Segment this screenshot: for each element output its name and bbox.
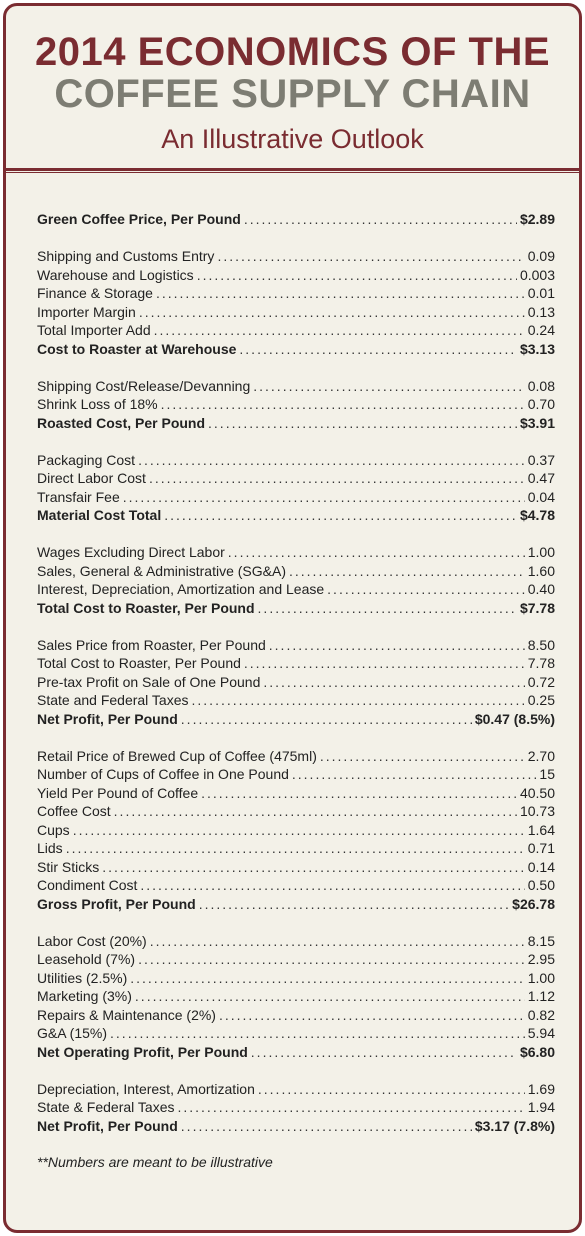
- line-item-value: 0.08: [527, 377, 555, 394]
- line-item-value: 7.78: [527, 655, 555, 671]
- dot-leader: [239, 340, 517, 359]
- line-item-label: Shipping Cost/Release/Devanning: [37, 377, 251, 394]
- line-item-row: [37, 469, 555, 488]
- line-item-label: Number of Cups of Coffee in One Pound: [37, 766, 289, 782]
- dot-leader: [177, 1098, 524, 1117]
- dot-leader: [139, 303, 525, 322]
- line-item-row: [37, 765, 555, 784]
- line-item-value: $3.91: [519, 414, 555, 431]
- line-item-value: 0.09: [527, 248, 555, 264]
- line-item-value: 1.64: [527, 821, 555, 838]
- line-item-label: Retail Price of Brewed Cup of Coffee (475ml): [37, 747, 317, 764]
- cost-group: [37, 1080, 555, 1136]
- line-item-row: [37, 950, 555, 969]
- dot-leader: [327, 580, 525, 599]
- line-item-value: 8.50: [527, 636, 555, 653]
- cost-group: [37, 636, 555, 729]
- line-item-value: 0.01: [527, 285, 555, 301]
- line-item-value: 0.40: [527, 581, 555, 597]
- line-item-row: [37, 839, 555, 858]
- line-item-label: Gross Profit, Per Pound: [37, 895, 196, 912]
- line-item-value: $2.89: [519, 211, 555, 227]
- line-item-row: [37, 876, 555, 895]
- line-item-label: Lids: [37, 840, 63, 856]
- line-item-row: [37, 247, 555, 266]
- dot-leader: [192, 691, 525, 710]
- dot-leader: [244, 654, 525, 673]
- line-item-row: [37, 543, 555, 562]
- line-item-label: Total Cost to Roaster, Per Pound: [37, 599, 255, 616]
- line-item-value: 0.71: [527, 840, 555, 856]
- line-item-value: 2.70: [527, 747, 555, 764]
- line-item-value: 1.12: [527, 988, 555, 1004]
- line-item-label: Net Profit, Per Pound: [37, 1117, 178, 1134]
- line-item-value: $3.17 (7.8%): [474, 1117, 555, 1134]
- footnote: **Numbers are meant to be illustrative: [37, 1153, 273, 1170]
- cost-breakdown-list: [37, 210, 555, 1170]
- dot-leader: [114, 802, 517, 821]
- line-item-label: Shrink Loss of 18%: [37, 396, 158, 412]
- dot-leader: [164, 506, 517, 525]
- subtotal-row: [37, 414, 555, 433]
- line-item-label: State & Federal Taxes: [37, 1099, 175, 1115]
- dot-leader: [138, 950, 525, 969]
- line-item-label: Importer Margin: [37, 303, 136, 320]
- line-item-row: [37, 802, 555, 821]
- line-item-label: Finance & Storage: [37, 285, 153, 301]
- line-item-value: 1.94: [527, 1099, 555, 1115]
- line-item-label: Coffee Cost: [37, 803, 111, 819]
- line-item-label: Total Cost to Roaster, Per Pound: [37, 655, 241, 671]
- line-item-value: 10.73: [519, 803, 555, 819]
- line-item-label: Utilities (2.5%): [37, 969, 128, 986]
- line-item-value: $3.13: [519, 340, 555, 357]
- line-item-value: 8.15: [527, 932, 555, 949]
- infographic-card: [3, 3, 582, 1233]
- line-item-value: 1.00: [527, 544, 555, 560]
- line-item-label: Packaging Cost: [37, 451, 136, 468]
- dot-leader: [181, 1117, 472, 1136]
- line-item-label: Marketing (3%): [37, 988, 132, 1004]
- line-item-row: [37, 562, 555, 581]
- line-item-label: Stir Sticks: [37, 858, 100, 875]
- line-item-label: Material Cost Total: [37, 507, 162, 523]
- dot-leader: [201, 784, 517, 803]
- line-item-value: 2.95: [527, 951, 555, 967]
- dot-leader: [228, 543, 525, 562]
- line-item-row: [37, 321, 555, 340]
- dot-leader: [292, 765, 537, 784]
- dot-leader: [208, 414, 517, 433]
- line-item-row: [37, 821, 555, 840]
- line-item-value: $0.47 (8.5%): [474, 710, 555, 727]
- line-item-value: 0.24: [527, 322, 555, 338]
- dot-leader: [320, 747, 525, 766]
- subtotal-row: [37, 1117, 555, 1136]
- line-item-row: [37, 654, 555, 673]
- line-item-row: [37, 932, 555, 951]
- title-line-2: COFFEE SUPPLY CHAIN: [54, 72, 531, 116]
- line-item-value: $26.78: [512, 895, 555, 912]
- line-item-value: 1.69: [527, 1080, 555, 1097]
- line-item-value: 1.00: [527, 969, 555, 986]
- line-item-label: Roasted Cost, Per Pound: [37, 414, 206, 431]
- line-item-value: $6.80: [519, 1043, 555, 1060]
- line-item-label: Net Profit, Per Pound: [37, 710, 178, 727]
- line-item-row: [37, 451, 555, 470]
- line-item-value: 0.25: [527, 692, 555, 708]
- line-item-label: Shipping and Customs Entry: [37, 248, 215, 264]
- subtotal-row: [37, 210, 555, 229]
- dot-leader: [150, 932, 525, 951]
- line-item-label: Depreciation, Interest, Amortization: [37, 1080, 255, 1097]
- line-item-value: 0.70: [527, 396, 555, 412]
- line-item-label: Interest, Depreciation, Amortization and Lease: [37, 581, 325, 597]
- line-item-value: 5.94: [527, 1025, 555, 1041]
- line-item-label: Warehouse and Logistics: [37, 266, 194, 283]
- dot-leader: [269, 636, 525, 655]
- line-item-label: Cups: [37, 821, 70, 838]
- line-item-row: [37, 1024, 555, 1043]
- dot-leader: [219, 1006, 525, 1025]
- line-item-row: [37, 266, 555, 285]
- line-item-row: [37, 377, 555, 396]
- line-item-value: 0.47: [527, 470, 555, 486]
- line-item-row: [37, 1080, 555, 1099]
- subtitle: An Illustrative Outlook: [161, 124, 424, 154]
- line-item-label: G&A (15%): [37, 1025, 108, 1041]
- dot-leader: [130, 969, 525, 988]
- dot-leader: [263, 673, 524, 692]
- dot-leader: [110, 1024, 525, 1043]
- line-item-label: Transfair Fee: [37, 488, 120, 505]
- line-item-value: $7.78: [519, 599, 555, 616]
- line-item-label: Sales, General & Administrative (SG&A): [37, 562, 286, 579]
- line-item-value: 15: [539, 766, 555, 782]
- dot-leader: [73, 821, 525, 840]
- subtotal-row: [37, 895, 555, 914]
- dot-leader: [199, 895, 509, 914]
- line-item-row: [37, 858, 555, 877]
- dot-leader: [154, 321, 525, 340]
- line-item-row: [37, 969, 555, 988]
- dot-leader: [138, 451, 525, 470]
- title-line-1: 2014 ECONOMICS OF THE: [34, 30, 551, 74]
- divider-thin: [6, 172, 579, 173]
- line-item-row: [37, 1098, 555, 1117]
- line-item-label: Repairs & Maintenance (2%): [37, 1006, 216, 1023]
- dot-leader: [258, 599, 517, 618]
- dot-leader: [289, 562, 525, 581]
- line-item-label: Leasehold (7%): [37, 951, 136, 967]
- line-item-row: [37, 691, 555, 710]
- line-item-value: 0.13: [527, 303, 555, 320]
- line-item-row: [37, 303, 555, 322]
- line-item-row: [37, 784, 555, 803]
- line-item-row: [37, 395, 555, 414]
- line-item-label: State and Federal Taxes: [37, 692, 189, 708]
- subtotal-row: [37, 710, 555, 729]
- cost-group: [37, 247, 555, 358]
- subtotal-row: [37, 340, 555, 359]
- line-item-label: Pre-tax Profit on Sale of One Pound: [37, 673, 261, 690]
- dot-leader: [123, 488, 525, 507]
- line-item-label: Condiment Cost: [37, 877, 138, 893]
- cost-group: [37, 210, 555, 229]
- dot-leader: [102, 858, 525, 877]
- line-item-row: [37, 673, 555, 692]
- line-item-label: Labor Cost (20%): [37, 932, 147, 949]
- dot-leader: [197, 266, 517, 285]
- dot-leader: [156, 284, 525, 303]
- line-item-value: 0.72: [527, 673, 555, 690]
- subtotal-row: [37, 506, 555, 525]
- line-item-label: Wages Excluding Direct Labor: [37, 544, 225, 560]
- line-item-value: 0.50: [527, 877, 555, 893]
- subtotal-row: [37, 1043, 555, 1062]
- line-item-value: $4.78: [519, 507, 555, 523]
- line-item-value: 0.04: [527, 488, 555, 505]
- line-item-value: 40.50: [519, 784, 555, 801]
- dot-leader: [253, 377, 525, 396]
- dot-leader: [135, 987, 525, 1006]
- dot-leader: [161, 395, 525, 414]
- cost-group: [37, 747, 555, 914]
- line-item-label: Total Importer Add: [37, 322, 151, 338]
- line-item-value: 0.82: [527, 1006, 555, 1023]
- line-item-label: Yield Per Pound of Coffee: [37, 784, 199, 801]
- dot-leader: [217, 247, 524, 266]
- cost-group: [37, 543, 555, 617]
- line-item-label: Green Coffee Price, Per Pound: [37, 211, 241, 227]
- line-item-row: [37, 580, 555, 599]
- dot-leader: [258, 1080, 525, 1099]
- dot-leader: [149, 469, 525, 488]
- line-item-value: 0.14: [527, 858, 555, 875]
- cost-group: [37, 377, 555, 433]
- dot-leader: [140, 876, 524, 895]
- subtotal-row: [37, 599, 555, 618]
- dot-leader: [251, 1043, 517, 1062]
- line-item-row: [37, 1006, 555, 1025]
- line-item-label: Direct Labor Cost: [37, 470, 146, 486]
- line-item-row: [37, 747, 555, 766]
- line-item-label: Sales Price from Roaster, Per Pound: [37, 636, 266, 653]
- dot-leader: [244, 210, 517, 229]
- cost-group: [37, 932, 555, 1062]
- line-item-row: [37, 284, 555, 303]
- line-item-label: Net Operating Profit, Per Pound: [37, 1043, 248, 1060]
- line-item-row: [37, 987, 555, 1006]
- line-item-value: 1.60: [527, 562, 555, 579]
- header: [6, 6, 579, 154]
- line-item-value: 0.003: [519, 266, 555, 283]
- divider: [6, 168, 579, 171]
- line-item-label: Cost to Roaster at Warehouse: [37, 340, 237, 357]
- dot-leader: [66, 839, 525, 858]
- dot-leader: [181, 710, 472, 729]
- line-item-row: [37, 488, 555, 507]
- cost-group: [37, 451, 555, 525]
- line-item-row: [37, 636, 555, 655]
- line-item-value: 0.37: [527, 451, 555, 468]
